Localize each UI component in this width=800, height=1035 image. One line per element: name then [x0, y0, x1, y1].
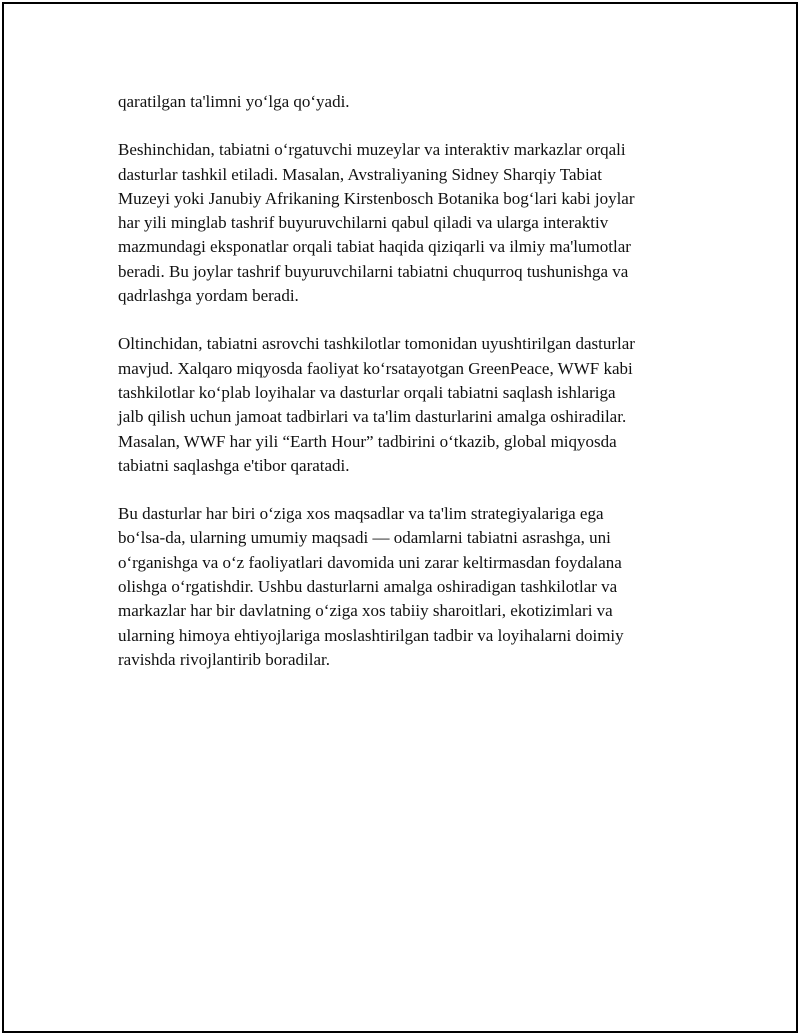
text-line: Beshinchidan, tabiatni o‘rgatuvchi muzeylar va interaktiv markazlar orqali	[118, 140, 626, 160]
text-line: tabiatni saqlashga e'tibor qaratadi.	[118, 455, 350, 475]
text-line: mazmundagi eksponatlar orqali tabiat haqida qiziqarli va ilmiy ma'lumotlar	[118, 237, 631, 257]
paragraph-4	[118, 502, 688, 672]
text-line: qadrlashga yordam beradi.	[118, 286, 299, 306]
text-line: jalb qilish uchun jamoat tadbirlari va ta'lim dasturlarini amalga oshiradilar.	[118, 407, 627, 427]
text-line: har yili minglab tashrif buyuruvchilarni qabul qiladi va ularga interaktiv	[118, 213, 609, 233]
text-line: o‘rganishga va o‘z faoliyatlari davomida uni zarar keltirmasdan foydalana	[118, 552, 622, 572]
text-line: qaratilgan ta'limni yo‘lga qo‘yadi.	[118, 92, 350, 111]
text-line: bo‘lsa-da, ularning umumiy maqsadi — odamlarni tabiatni asrashga, uni	[118, 528, 611, 548]
text-line: tashkilotlar ko‘plab loyihalar va dasturlar orqali tabiatni saqlash ishlariga	[118, 382, 616, 402]
document-body	[118, 90, 688, 696]
text-line: Muzeyi yoki Janubiy Afrikaning Kirstenbosch Botanika bog‘lari kabi joylar	[118, 188, 635, 208]
text-line: mavjud. Xalqaro miqyosda faoliyat ko‘rsatayotgan GreenPeace, WWF kabi	[118, 358, 633, 378]
text-line: markazlar har bir davlatning o‘ziga xos tabiiy sharoitlari, ekotizimlari va	[118, 601, 613, 621]
text-line: Masalan, WWF har yili “Earth Hour” tadbirini o‘tkazib, global miqyosda	[118, 431, 617, 451]
text-line: ravishda rivojlantirib boradilar.	[118, 649, 330, 669]
paragraph-1	[118, 90, 688, 114]
text-line: Bu dasturlar har biri o‘ziga xos maqsadlar va ta'lim strategiyalariga ega	[118, 504, 604, 524]
paragraph-3	[118, 332, 688, 478]
text-line: beradi. Bu joylar tashrif buyuruvchilarni tabiatni chuqurroq tushunishga va	[118, 261, 629, 281]
text-line: ularning himoya ehtiyojlariga moslashtirilgan tadbir va loyihalarni doimiy	[118, 625, 624, 645]
paragraph-2	[118, 138, 688, 308]
text-line: olishga o‘rgatishdir. Ushbu dasturlarni amalga oshiradigan tashkilotlar va	[118, 577, 618, 597]
text-line: Oltinchidan, tabiatni asrovchi tashkilotlar tomonidan uyushtirilgan dasturlar	[118, 334, 635, 354]
text-line: dasturlar tashkil etiladi. Masalan, Avstraliyaning Sidney Sharqiy Tabiat	[118, 164, 603, 184]
